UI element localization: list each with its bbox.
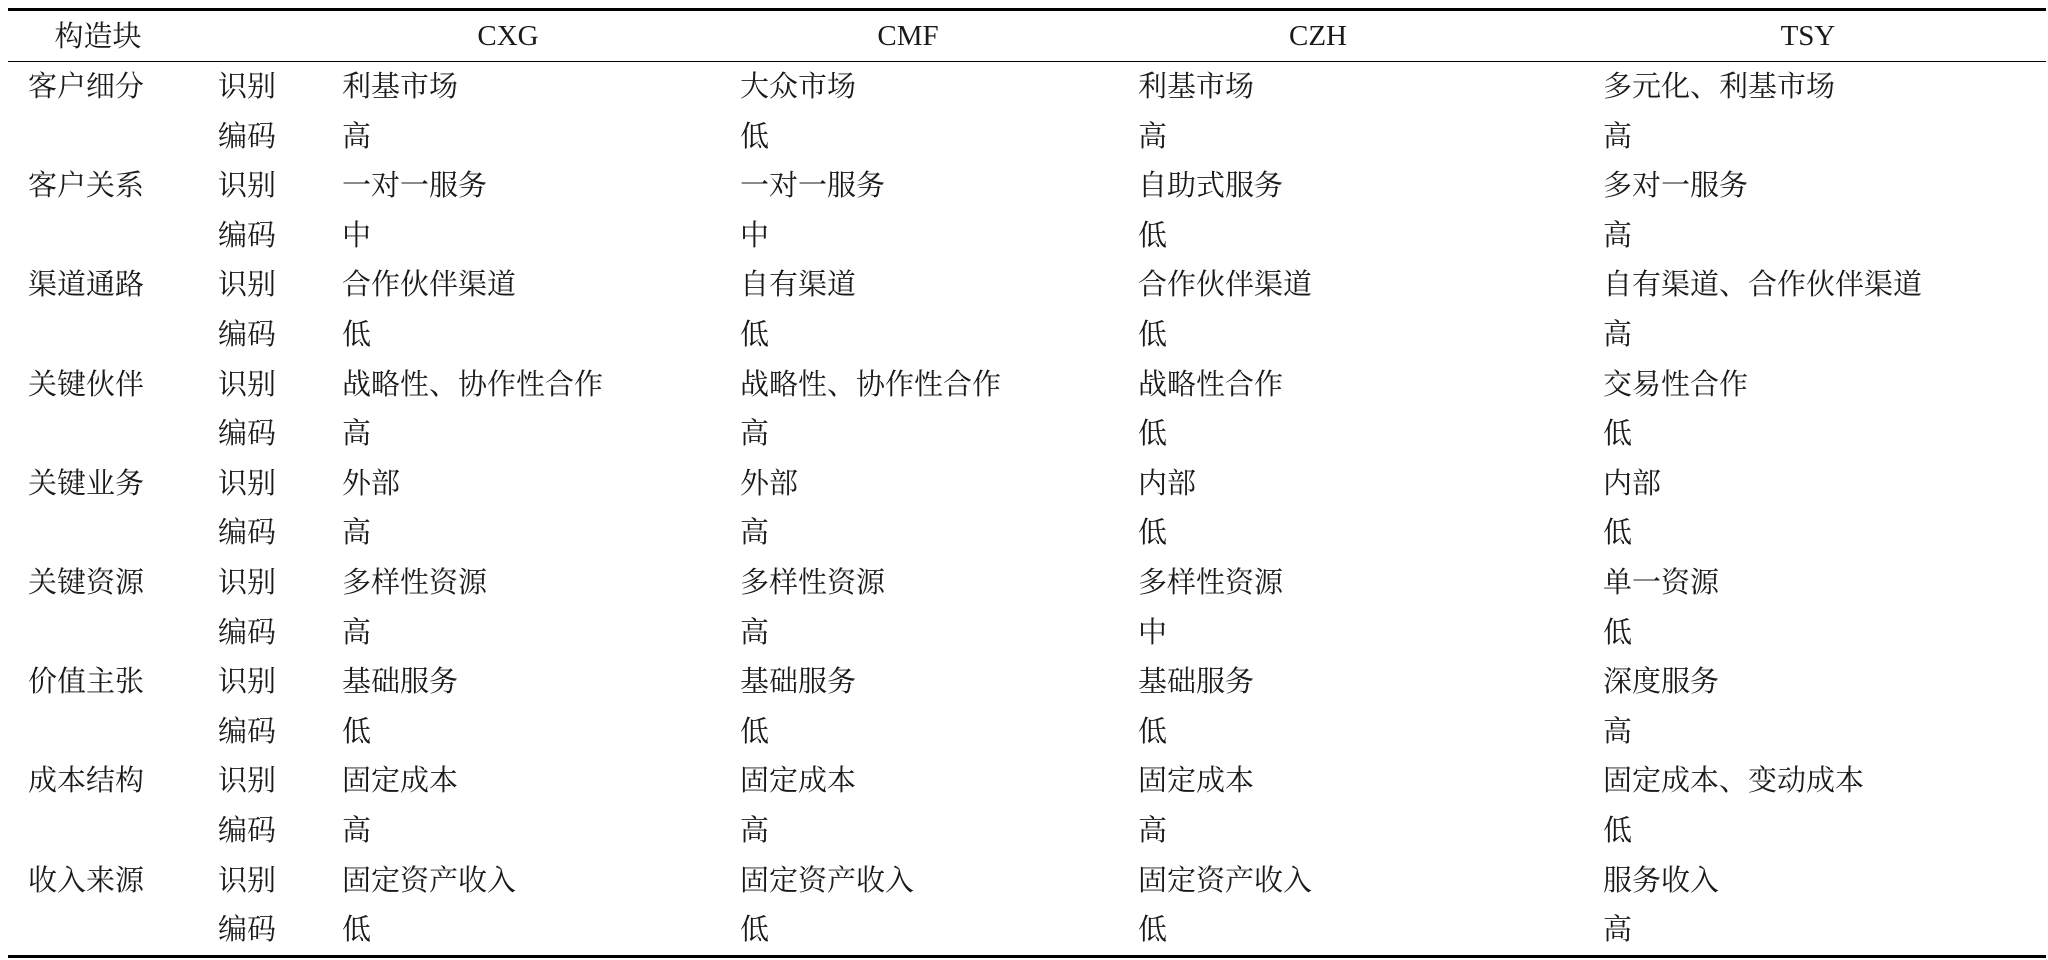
value-cell: 高 <box>1603 713 1633 748</box>
value-cell: 利基市场 <box>342 69 459 103</box>
table-row <box>8 508 2046 558</box>
block-name-cell: 价值主张 <box>28 664 145 699</box>
value-cell: 高 <box>740 515 770 550</box>
table-row <box>8 608 2046 658</box>
value-cell: 低 <box>740 118 770 153</box>
value-cell: 高 <box>342 416 372 451</box>
row-type-cell: 识别 <box>218 862 277 897</box>
block-name-cell: 客户细分 <box>28 69 145 103</box>
row-type-cell: 编码 <box>218 416 277 451</box>
header-cell: TSY <box>1780 20 1836 52</box>
header-cell: 构造块 <box>54 19 142 53</box>
value-cell: 高 <box>740 812 770 847</box>
value-cell: 战略性、协作性合作 <box>740 366 1002 401</box>
block-name-cell: 关键业务 <box>28 465 145 500</box>
row-type-cell: 识别 <box>218 664 277 699</box>
value-cell: 自有渠道 <box>740 267 857 302</box>
value-cell: 低 <box>1138 515 1168 550</box>
value-cell: 中 <box>740 217 770 252</box>
value-cell: 低 <box>342 912 372 947</box>
value-cell: 内部 <box>1138 465 1197 500</box>
block-name-cell: 收入来源 <box>28 862 145 897</box>
value-cell: 低 <box>1603 812 1633 847</box>
value-cell: 高 <box>342 118 372 153</box>
value-cell: 单一资源 <box>1603 564 1720 599</box>
row-type-cell: 编码 <box>218 217 277 252</box>
value-cell: 基础服务 <box>740 664 857 699</box>
block-name-cell: 成本结构 <box>28 763 145 798</box>
block-name-cell: 关键资源 <box>28 564 145 599</box>
value-cell: 大众市场 <box>740 69 857 103</box>
value-cell: 低 <box>740 912 770 947</box>
value-cell: 低 <box>1138 217 1168 252</box>
value-cell: 高 <box>1603 912 1633 947</box>
row-type-cell: 编码 <box>218 118 277 153</box>
row-type-cell: 编码 <box>218 316 277 351</box>
row-type-cell: 识别 <box>218 168 277 203</box>
row-type-cell: 识别 <box>218 267 277 302</box>
value-cell: 固定资产收入 <box>740 862 915 897</box>
header-cell: CXG <box>477 20 539 52</box>
value-cell: 低 <box>1603 614 1633 649</box>
table-row <box>8 409 2046 459</box>
value-cell: 中 <box>342 217 372 252</box>
value-cell: 高 <box>1138 812 1168 847</box>
value-cell: 利基市场 <box>1138 69 1255 103</box>
value-cell: 多样性资源 <box>342 564 488 599</box>
comparison-table <box>8 8 2046 958</box>
table-row <box>8 260 2046 310</box>
header-cell: CZH <box>1289 20 1347 52</box>
table-body <box>8 62 2046 955</box>
value-cell: 深度服务 <box>1603 664 1720 699</box>
block-name-cell: 客户关系 <box>28 168 145 203</box>
table-bottom-rule <box>8 955 2046 958</box>
value-cell: 内部 <box>1603 465 1662 500</box>
value-cell: 低 <box>740 316 770 351</box>
row-type-cell: 编码 <box>218 614 277 649</box>
table-row <box>8 657 2046 707</box>
value-cell: 高 <box>1603 118 1633 153</box>
value-cell: 中 <box>1138 614 1168 649</box>
value-cell: 一对一服务 <box>342 168 488 203</box>
value-cell: 合作伙伴渠道 <box>1138 267 1313 302</box>
value-cell: 高 <box>1138 118 1168 153</box>
value-cell: 低 <box>1138 912 1168 947</box>
value-cell: 战略性合作 <box>1138 366 1284 401</box>
row-type-cell: 编码 <box>218 713 277 748</box>
value-cell: 高 <box>1603 217 1633 252</box>
row-type-cell: 编码 <box>218 912 277 947</box>
value-cell: 基础服务 <box>1138 664 1255 699</box>
value-cell: 一对一服务 <box>740 168 886 203</box>
table-row <box>8 856 2046 906</box>
value-cell: 基础服务 <box>342 664 459 699</box>
value-cell: 固定成本 <box>1138 763 1255 798</box>
row-type-cell: 编码 <box>218 812 277 847</box>
value-cell: 低 <box>342 713 372 748</box>
value-cell: 低 <box>1138 316 1168 351</box>
table-header-row <box>8 11 2046 61</box>
table-row <box>8 558 2046 608</box>
value-cell: 低 <box>740 713 770 748</box>
value-cell: 固定成本 <box>740 763 857 798</box>
table-row <box>8 806 2046 856</box>
value-cell: 外部 <box>740 465 799 500</box>
row-type-cell: 识别 <box>218 366 277 401</box>
table-row <box>8 756 2046 806</box>
value-cell: 低 <box>1138 416 1168 451</box>
value-cell: 多样性资源 <box>740 564 886 599</box>
row-type-cell: 识别 <box>218 465 277 500</box>
value-cell: 多对一服务 <box>1603 168 1749 203</box>
block-name-cell: 关键伙伴 <box>28 366 145 401</box>
table-row <box>8 112 2046 162</box>
value-cell: 高 <box>1603 316 1633 351</box>
value-cell: 高 <box>740 614 770 649</box>
table-row <box>8 161 2046 211</box>
table-row <box>8 360 2046 410</box>
value-cell: 外部 <box>342 465 401 500</box>
value-cell: 高 <box>342 812 372 847</box>
value-cell: 战略性、协作性合作 <box>342 366 604 401</box>
table-row <box>8 707 2046 757</box>
table-row <box>8 459 2046 509</box>
table-row <box>8 62 2046 112</box>
value-cell: 自助式服务 <box>1138 168 1284 203</box>
row-type-cell: 编码 <box>218 515 277 550</box>
value-cell: 低 <box>342 316 372 351</box>
row-type-cell: 识别 <box>218 69 277 103</box>
header-cell: CMF <box>877 20 939 52</box>
table-row <box>8 905 2046 955</box>
value-cell: 服务收入 <box>1603 862 1720 897</box>
value-cell: 合作伙伴渠道 <box>342 267 517 302</box>
value-cell: 交易性合作 <box>1603 366 1749 401</box>
table-row <box>8 211 2046 261</box>
value-cell: 固定资产收入 <box>342 862 517 897</box>
block-name-cell: 渠道通路 <box>28 267 145 302</box>
value-cell: 固定资产收入 <box>1138 862 1313 897</box>
row-type-cell: 识别 <box>218 763 277 798</box>
value-cell: 多样性资源 <box>1138 564 1284 599</box>
value-cell: 固定成本 <box>342 763 459 798</box>
value-cell: 低 <box>1603 515 1633 550</box>
row-type-cell: 识别 <box>218 564 277 599</box>
value-cell: 高 <box>342 614 372 649</box>
value-cell: 高 <box>740 416 770 451</box>
value-cell: 高 <box>342 515 372 550</box>
value-cell: 低 <box>1138 713 1168 748</box>
value-cell: 固定成本、变动成本 <box>1603 763 1865 798</box>
value-cell: 多元化、利基市场 <box>1603 69 1836 103</box>
value-cell: 自有渠道、合作伙伴渠道 <box>1603 267 1923 302</box>
table-row <box>8 310 2046 360</box>
value-cell: 低 <box>1603 416 1633 451</box>
